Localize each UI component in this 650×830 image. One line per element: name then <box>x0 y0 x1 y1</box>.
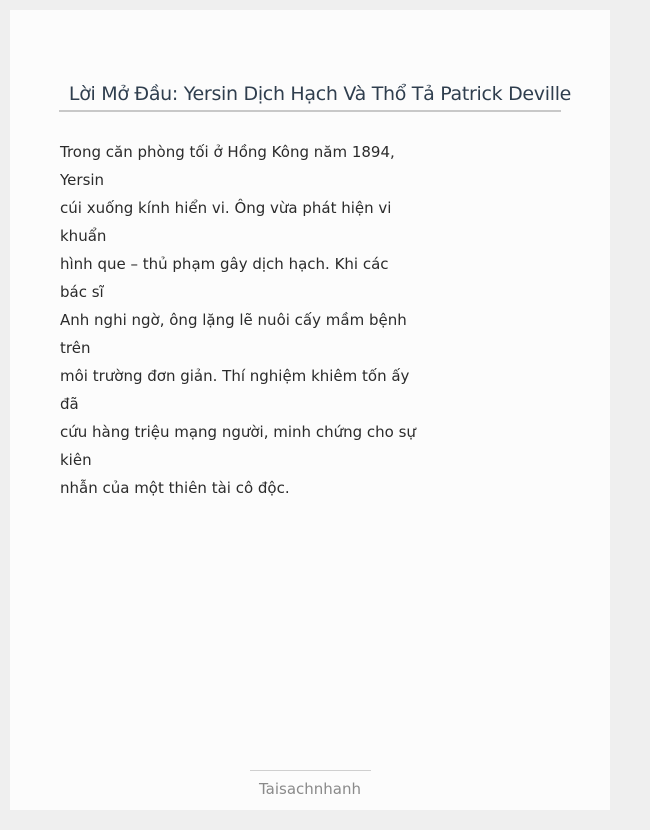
body-line: cúi xuống kính hiển vi. Ông vừa phát hiện vi <box>60 199 392 217</box>
body-line: cứu hàng triệu mạng người, minh chứng cho sự <box>60 423 416 441</box>
footer-divider <box>250 770 371 771</box>
body-line: nhẫn của một thiên tài cô độc. <box>60 479 290 497</box>
footer-brand: Taisachnhanh <box>258 780 362 798</box>
body-line: Anh nghi ngờ, ông lặng lẽ nuôi cấy mầm bệnh <box>60 311 407 329</box>
body-line: khuẩn <box>60 227 107 245</box>
body-line: kiên <box>60 451 92 469</box>
body-line: môi trường đơn giản. Thí nghiệm khiêm tốn ấy <box>60 367 410 385</box>
body-line: bác sĩ <box>60 283 104 301</box>
body-line: đã <box>60 395 79 413</box>
document-page <box>10 10 610 810</box>
body-line: hình que – thủ phạm gây dịch hạch. Khi các <box>60 255 389 273</box>
page-title: Lời Mở Đầu: Yersin Dịch Hạch Và Thổ Tả Patrick Deville <box>68 82 572 105</box>
title-divider <box>59 110 561 112</box>
body-line: Yersin <box>60 171 105 189</box>
body-line: Trong căn phòng tối ở Hồng Kông năm 1894, <box>60 143 395 161</box>
body-paragraph <box>60 138 420 502</box>
body-line: trên <box>60 339 91 357</box>
